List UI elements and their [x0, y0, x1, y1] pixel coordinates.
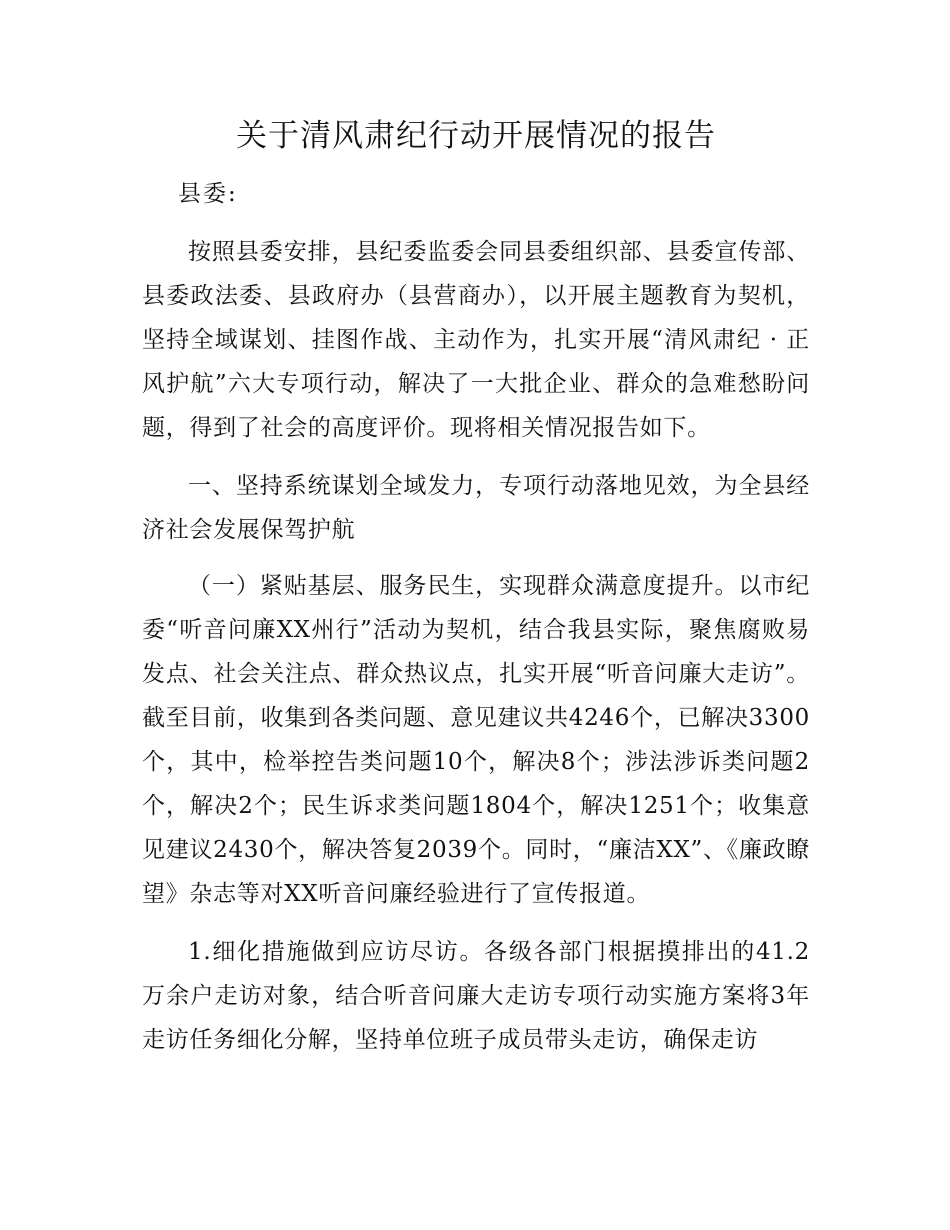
paragraph-item-1: 1.细化措施做到应访尽访。各级各部门根据摸排出的41.2万余户走访对象，结合听音问廉大走访专项行动实施方案将3年走访任务细化分解，坚持单位班子成员带头走访，确保走访 [142, 939, 810, 1053]
paragraph-subsection-1: （一）紧贴基层、服务民生，实现群众满意度提升。以市纪委“听音问廉XX州行”活动为契机，结合我县实际，聚焦腐败易发点、社会关注点、群众热议点，扎实开展“听音问廉大走访”。截至目前，收集到各类问题、意见建议共4246个，已解决3300个，其中，检举控告类问题10个，解决8个；涉法涉诉类问题2个，解决2个；民生诉求类问题1804个，解决1251个；收集意见建议2430个，解决答复2039个。同时，“廉洁XX”、《廉政瞭望》杂志等对XX听音问廉经验进行了宣传报道。 [142, 573, 810, 907]
paragraph-intro: 按照县委安排，县纪委监委会同县委组织部、县委宣传部、县委政法委、县政府办（县营商办），以开展主题教育为契机，坚持全域谋划、挂图作战、主动作为，扎实开展“清风肃纪 · 正风护航”六大专项行动，解决了一大批企业、群众的急难愁盼问题，得到了社会的高度评价。现将相关情况报告如下。 [142, 239, 810, 441]
section-heading-1: 一、坚持系统谋划全域发力，专项行动落地见效，为全县经济社会发展保驾护航 [142, 473, 810, 543]
salutation: 县委: [178, 181, 238, 207]
document-title: 关于清风肃纪行动开展情况的报告 [236, 118, 716, 154]
